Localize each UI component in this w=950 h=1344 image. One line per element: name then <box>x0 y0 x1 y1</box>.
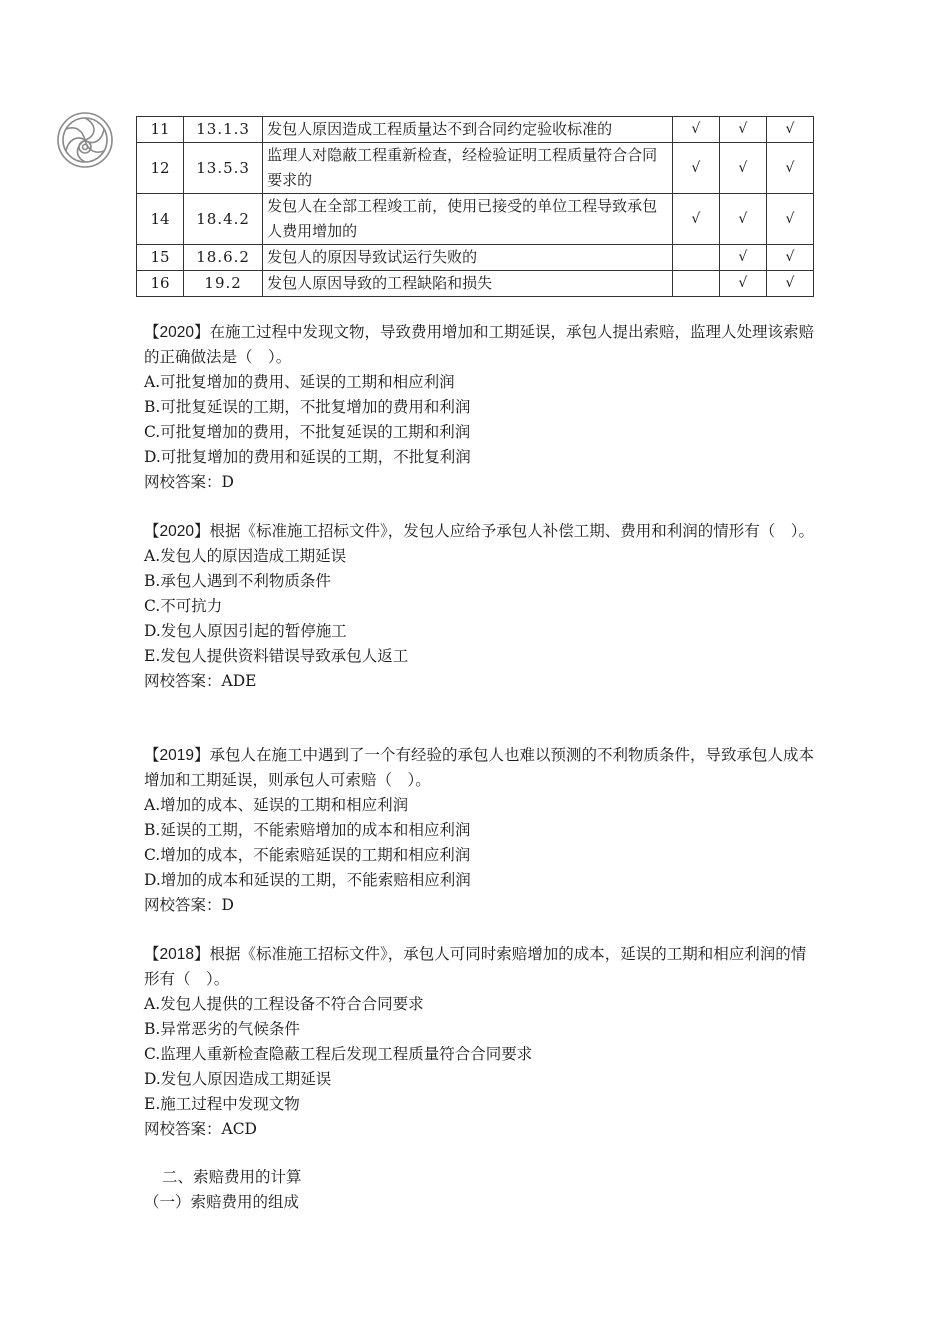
question-text: 根据《标准施工招标文件》，发包人应给予承包人补偿工期、费用和利润的情形有（ ）。 <box>209 522 814 540</box>
profit-check: √ <box>766 143 813 194</box>
option-b: B.异常恶劣的气候条件 <box>144 1020 300 1038</box>
table-row <box>137 117 814 143</box>
table-row <box>137 143 814 194</box>
question-block <box>144 942 814 1142</box>
question-year: 【2020】 <box>144 523 210 540</box>
table-row <box>137 271 814 297</box>
question-stem <box>144 942 814 992</box>
answer: 网校答案：D <box>144 473 234 491</box>
row-number: 11 <box>137 117 184 143</box>
question-block <box>144 743 814 918</box>
clause-description: 监理人对隐蔽工程重新检查，经检验证明工程质量符合合同要求的 <box>263 143 673 194</box>
row-number: 14 <box>137 194 184 245</box>
answer: 网校答案：ADE <box>144 672 257 690</box>
question-block <box>144 519 814 694</box>
row-number: 16 <box>137 271 184 297</box>
option-b: B.承包人遇到不利物质条件 <box>144 572 331 590</box>
duration-check <box>672 271 719 297</box>
option-a: A.可批复增加的费用、延误的工期和相应利润 <box>144 373 455 391</box>
option-d: D.增加的成本和延误的工期，不能索赔相应利润 <box>144 871 471 889</box>
clause-number: 18.6.2 <box>184 245 263 271</box>
option-b: B.延误的工期，不能索赔增加的成本和相应利润 <box>144 821 471 839</box>
profit-check: √ <box>766 117 813 143</box>
option-c: C.不可抗力 <box>144 597 223 615</box>
answer: 网校答案：ACD <box>144 1120 257 1138</box>
row-number: 15 <box>137 245 184 271</box>
question-stem <box>144 519 814 544</box>
question-text: 根据《标准施工招标文件》，承包人可同时索赔增加的成本，延误的工期和相应利润的情形有（ ）。 <box>144 945 807 988</box>
clause-number: 18.4.2 <box>184 194 263 245</box>
clause-description: 发包人原因造成工程质量达不到合同约定验收标准的 <box>263 117 673 143</box>
question-text: 承包人在施工中遇到了一个有经验的承包人也难以预测的不利物质条件，导致承包人成本增加和工期延误，则承包人可索赔（ ）。 <box>144 746 814 789</box>
option-c: C.监理人重新检查隐蔽工程后发现工程质量符合合同要求 <box>144 1045 533 1063</box>
option-d: D.可批复增加的费用和延误的工期，不批复利润 <box>144 448 471 466</box>
option-c: C.增加的成本，不能索赔延误的工期和相应利润 <box>144 846 471 864</box>
option-a: A.发包人提供的工程设备不符合合同要求 <box>144 995 424 1013</box>
question-year: 【2020】 <box>144 324 210 341</box>
profit-check: √ <box>766 271 813 297</box>
clause-number: 13.5.3 <box>184 143 263 194</box>
option-a: A.发包人的原因造成工期延误 <box>144 547 347 565</box>
answer: 网校答案：D <box>144 896 234 914</box>
option-b: B.可批复延误的工期，不批复增加的费用和利润 <box>144 398 471 416</box>
duration-check: √ <box>672 117 719 143</box>
question-block <box>144 320 814 495</box>
profit-check: √ <box>766 245 813 271</box>
option-d: D.发包人原因引起的暂停施工 <box>144 622 347 640</box>
duration-check <box>672 245 719 271</box>
section-heading: 二、索赔费用的计算 <box>162 1168 302 1186</box>
question-stem <box>144 320 814 370</box>
clause-number: 19.2 <box>184 271 263 297</box>
cost-check: √ <box>719 245 766 271</box>
row-number: 12 <box>137 143 184 194</box>
subsection-heading: （一）索赔费用的组成 <box>144 1193 300 1211</box>
question-stem <box>144 743 814 793</box>
table-row <box>137 245 814 271</box>
option-a: A.增加的成本、延误的工期和相应利润 <box>144 796 409 814</box>
logo-emblem-icon <box>52 110 118 170</box>
claims-table <box>136 116 814 297</box>
duration-check: √ <box>672 143 719 194</box>
cost-check: √ <box>719 143 766 194</box>
question-text: 在施工过程中发现文物，导致费用增加和工期延误，承包人提出索赔，监理人处理该索赔的正确做法是（ ）。 <box>144 323 814 366</box>
question-year: 【2018】 <box>144 946 210 963</box>
clause-description: 发包人在全部工程竣工前，使用已接受的单位工程导致承包人费用增加的 <box>263 194 673 245</box>
table-row <box>137 194 814 245</box>
clause-number: 13.1.3 <box>184 117 263 143</box>
option-d: D.发包人原因造成工期延误 <box>144 1070 332 1088</box>
question-year: 【2019】 <box>144 747 210 764</box>
cost-check: √ <box>719 117 766 143</box>
clause-description: 发包人原因导致的工程缺陷和损失 <box>263 271 673 297</box>
option-e: E.施工过程中发现文物 <box>144 1095 300 1113</box>
profit-check: √ <box>766 194 813 245</box>
option-c: C.可批复增加的费用，不批复延误的工期和利润 <box>144 423 471 441</box>
cost-check: √ <box>719 194 766 245</box>
option-e: E.发包人提供资料错误导致承包人返工 <box>144 647 409 665</box>
clause-description: 发包人的原因导致试运行失败的 <box>263 245 673 271</box>
cost-check: √ <box>719 271 766 297</box>
duration-check: √ <box>672 194 719 245</box>
